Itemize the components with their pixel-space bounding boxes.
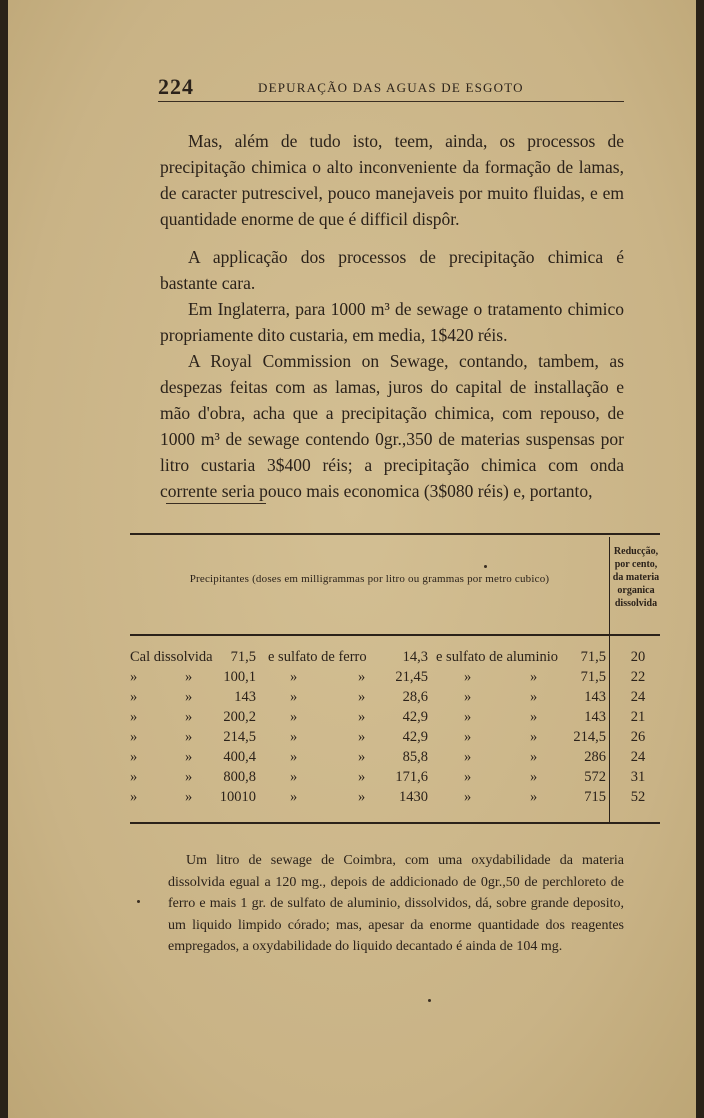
ditto-mark: » <box>130 669 138 685</box>
ditto-mark: » <box>130 729 138 745</box>
table-bottom-rule <box>130 822 660 824</box>
reduction-value: 31 <box>630 769 646 785</box>
ditto-mark: » <box>185 729 193 745</box>
page-number: 224 <box>158 74 194 99</box>
ferro-dose: 1430 <box>399 789 428 805</box>
reduction-column-header: Reducção, por cento, da materia organica dissolvida <box>612 546 660 609</box>
cal-dose: 800,8 <box>223 769 256 785</box>
ditto-mark: » <box>130 769 138 785</box>
book-page <box>8 0 696 1118</box>
ferro-dose: 171,6 <box>395 769 428 785</box>
cal-label: Cal dissolvida <box>130 649 213 665</box>
ditto-mark: » <box>130 749 138 765</box>
cal-dose: 100,1 <box>223 669 256 685</box>
reduction-value: 22 <box>630 669 646 685</box>
cal-dose: 10010 <box>219 789 256 805</box>
reduction-value: 20 <box>630 649 646 665</box>
ferro-dose: 14,3 <box>402 649 428 665</box>
cal-dose: 200,2 <box>223 709 256 725</box>
aluminio-dose: 143 <box>584 689 606 705</box>
header-rule <box>158 101 624 102</box>
ditto-mark: » <box>358 749 366 765</box>
paragraph: Em Inglaterra, para 1000 m³ de sewage o tratamento chimico propriamente dito custaria, em media, 1$420 réis. <box>160 299 624 345</box>
ditto-mark: » <box>530 749 538 765</box>
table-row <box>130 649 660 669</box>
ditto-mark: » <box>464 689 472 705</box>
section-rule <box>166 503 266 504</box>
body-text <box>160 128 624 504</box>
table-row <box>130 789 660 809</box>
cal-dose: 71,5 <box>230 649 256 665</box>
footnote <box>168 850 624 958</box>
ditto-mark: » <box>358 689 366 705</box>
aluminio-dose: 715 <box>584 789 606 805</box>
ferro-dose: 21,45 <box>395 669 428 685</box>
table-row <box>130 749 660 769</box>
table-row <box>130 669 660 689</box>
ditto-mark: » <box>290 769 298 785</box>
ditto-mark: » <box>464 749 472 765</box>
running-title: DEPURAÇÃO DAS AGUAS DE ESGOTO <box>258 80 524 95</box>
table-body <box>130 649 660 809</box>
aluminio-dose: 572 <box>584 769 606 785</box>
table-top-rule <box>130 533 660 535</box>
ditto-mark: » <box>464 669 472 685</box>
cal-dose: 400,4 <box>223 749 256 765</box>
ditto-mark: » <box>358 789 366 805</box>
paper-speck <box>484 565 487 568</box>
table-row <box>130 729 660 749</box>
paper-speck <box>428 999 431 1002</box>
ditto-mark: » <box>185 789 193 805</box>
ditto-mark: » <box>290 789 298 805</box>
reduction-value: 21 <box>630 709 646 725</box>
paragraph: Mas, além de tudo isto, teem, ainda, os processos de precipitação chimica o alto inconveniente da formação de lamas, de caracter putrescivel, pouco manejaveis por muito fluidas, e em quantidade enorme de que é difficil dispôr. <box>160 131 624 229</box>
reduction-value: 52 <box>630 789 646 805</box>
ditto-mark: » <box>130 709 138 725</box>
ferro-dose: 42,9 <box>402 729 428 745</box>
ditto-mark: » <box>290 729 298 745</box>
paragraph: A Royal Commission on Sewage, contando, tambem, as despezas feitas com as lamas, juros do capital de installação e mão d'obra, acha que a precipitação chimica, com repouso, de 1000 m³ de sewage contendo 0gr.,350 de materias suspensas por litro custaria 3$400 réis; a precipitação chimica com onda corrente seria pouco mais economica (3$080 réis) e, portanto, <box>160 351 624 501</box>
footnote-text: Um litro de sewage de Coimbra, com uma oxydabilidade da materia dissolvida egual a 120 mg., depois de addicionado de 0gr.,50 de perchloreto de ferro e mais 1 gr. de sulfato de aluminio, dissolvidos, dá, sobre grande deposito, um liquido limpido córado; mas, apesar da enorme quantidade dos reagentes empregados, a oxydabilidade do liquido decantado é ainda de 104 mg. <box>168 853 624 954</box>
ditto-mark: » <box>290 669 298 685</box>
cal-dose: 143 <box>234 689 256 705</box>
table-row <box>130 769 660 789</box>
ditto-mark: » <box>464 709 472 725</box>
reduction-value: 24 <box>630 689 646 705</box>
ditto-mark: » <box>530 709 538 725</box>
table-row <box>130 709 660 729</box>
ditto-mark: » <box>530 669 538 685</box>
cal-dose: 214,5 <box>223 729 256 745</box>
ferro-dose: 42,9 <box>402 709 428 725</box>
ditto-mark: » <box>464 789 472 805</box>
ditto-mark: » <box>185 749 193 765</box>
reduction-value: 24 <box>630 749 646 765</box>
ditto-mark: » <box>358 769 366 785</box>
ferro-dose: 28,6 <box>402 689 428 705</box>
table-header-rule <box>130 634 660 636</box>
table-caption: Precipitantes (doses em milligrammas por litro ou grammas por metro cubico) <box>189 573 550 585</box>
aluminio-dose: 71,5 <box>580 649 606 665</box>
aluminio-dose: 286 <box>584 749 606 765</box>
reduction-value: 26 <box>630 729 646 745</box>
ditto-mark: » <box>130 689 138 705</box>
paper-speck <box>137 900 140 903</box>
ditto-mark: » <box>358 669 366 685</box>
ditto-mark: » <box>290 709 298 725</box>
ditto-mark: » <box>530 789 538 805</box>
ditto-mark: » <box>185 769 193 785</box>
table-row <box>130 689 660 709</box>
aluminio-dose: 71,5 <box>580 669 606 685</box>
running-header <box>158 74 624 100</box>
ditto-mark: » <box>464 769 472 785</box>
ditto-mark: » <box>130 789 138 805</box>
aluminio-dose: 214,5 <box>573 729 606 745</box>
ditto-mark: » <box>530 729 538 745</box>
ditto-mark: » <box>185 669 193 685</box>
ditto-mark: » <box>358 729 366 745</box>
aluminio-dose: 143 <box>584 709 606 725</box>
ditto-mark: » <box>290 749 298 765</box>
ferro-label: e sulfato de ferro <box>268 649 367 665</box>
ditto-mark: » <box>358 709 366 725</box>
ditto-mark: » <box>464 729 472 745</box>
ditto-mark: » <box>290 689 298 705</box>
ditto-mark: » <box>530 769 538 785</box>
ditto-mark: » <box>185 709 193 725</box>
ditto-mark: » <box>530 689 538 705</box>
ditto-mark: » <box>185 689 193 705</box>
aluminio-label: e sulfato de aluminio <box>436 649 559 665</box>
ferro-dose: 85,8 <box>402 749 428 765</box>
paragraph: A applicação dos processos de precipitação chimica é bastante cara. <box>160 247 624 293</box>
